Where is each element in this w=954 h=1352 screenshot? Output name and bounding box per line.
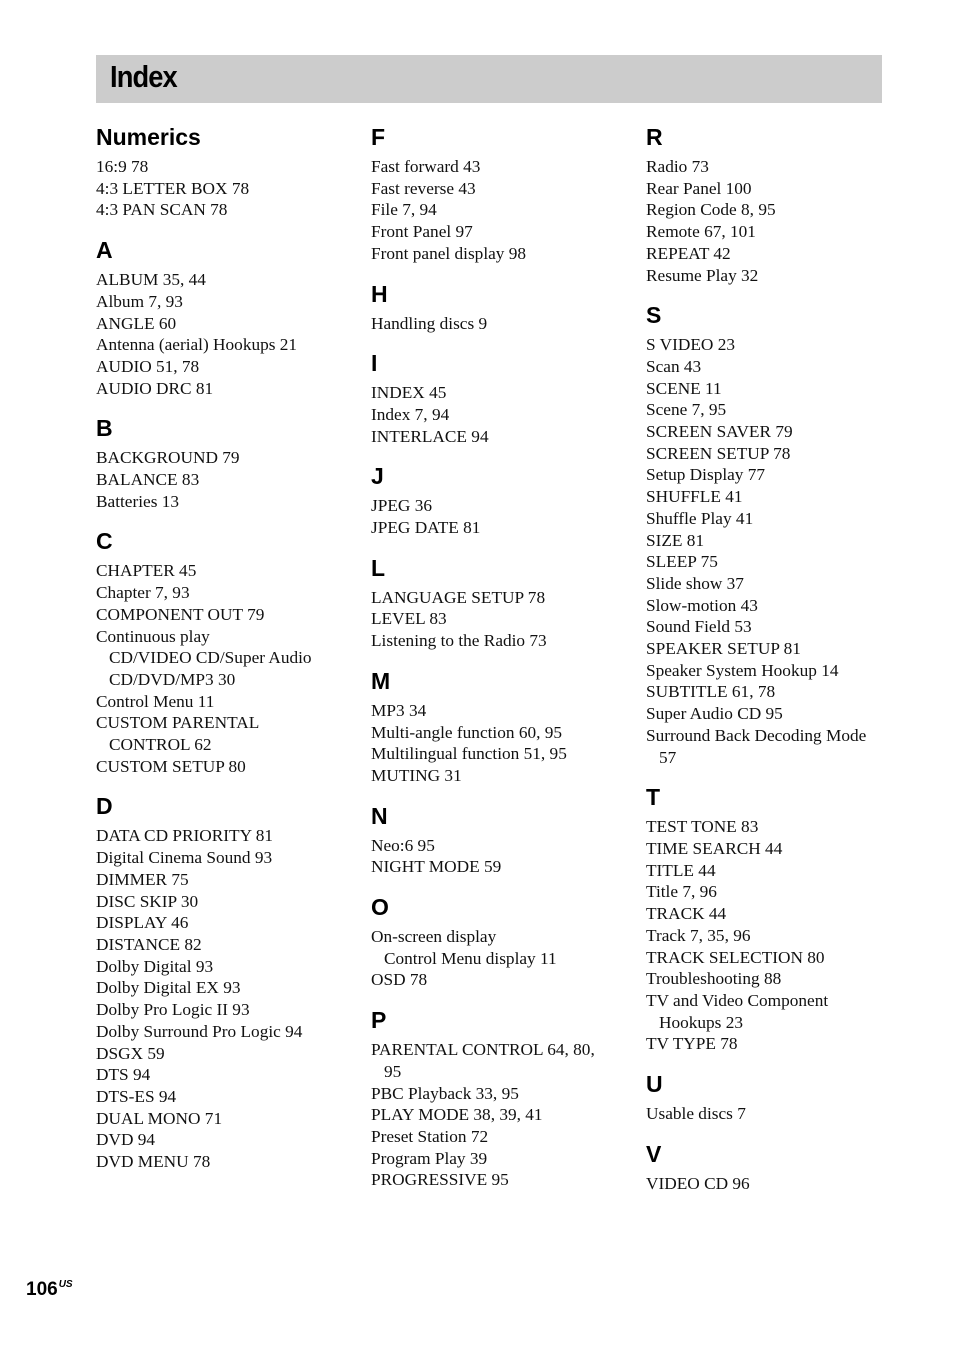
- index-entry: DSGX 59: [96, 1043, 165, 1063]
- index-entry: Fast reverse 43: [371, 178, 476, 198]
- index-entry: AUDIO DRC 81: [96, 378, 214, 398]
- index-entry: Speaker System Hookup 14: [646, 660, 839, 680]
- section-heading: S: [646, 302, 662, 329]
- section-heading: M: [371, 667, 391, 694]
- index-entry: TRACK SELECTION 80: [646, 947, 825, 967]
- section-heading: L: [371, 554, 386, 581]
- index-entry: Front Panel 97: [371, 222, 473, 242]
- section-heading: P: [371, 1007, 387, 1034]
- index-entry: SUBTITLE 61, 78: [646, 682, 776, 702]
- index-entry: Scene 7, 95: [646, 400, 727, 420]
- index-entry: DVD MENU 78: [96, 1152, 211, 1172]
- index-entry: Dolby Pro Logic II 93: [96, 1000, 250, 1020]
- index-section: [646, 300, 886, 768]
- index-entry-continuation: 95: [384, 1061, 402, 1081]
- index-section: [371, 553, 641, 652]
- section-heading: C: [96, 528, 113, 555]
- index-entry: Slide show 37: [646, 573, 744, 593]
- section-heading: V: [646, 1140, 662, 1167]
- index-entry: Shuffle Play 41: [646, 508, 754, 528]
- index-entry: 4:3 PAN SCAN 78: [96, 200, 228, 220]
- index-entry: DISPLAY 46: [96, 913, 189, 933]
- index-entry: Sound Field 53: [646, 617, 752, 637]
- index-entry: 4:3 LETTER BOX 78: [96, 178, 250, 198]
- index-section: [371, 666, 641, 787]
- index-entry: BACKGROUND 79: [96, 448, 240, 468]
- index-entry: DISC SKIP 30: [96, 891, 199, 911]
- section-heading: I: [371, 350, 378, 377]
- index-entry: Program Play 39: [371, 1148, 488, 1168]
- index-entry: File 7, 94: [371, 200, 437, 220]
- index-entry-continuation: CD/DVD/MP3 30: [109, 669, 236, 689]
- index-entry: OSD 78: [371, 970, 428, 990]
- index-entry: REPEAT 42: [646, 243, 731, 263]
- index-entry: JPEG DATE 81: [371, 518, 481, 538]
- index-entry: Surround Back Decoding Mode: [646, 725, 867, 745]
- index-entry: MP3 34: [371, 700, 427, 720]
- index-column-2: [371, 122, 641, 1205]
- index-entry: TITLE 44: [646, 860, 716, 880]
- index-section: [371, 122, 641, 265]
- index-entry: SPEAKER SETUP 81: [646, 639, 801, 659]
- index-section: [96, 413, 366, 512]
- section-heading: U: [646, 1071, 663, 1098]
- section-heading: H: [371, 280, 388, 307]
- index-section: [646, 122, 886, 286]
- index-entry-continuation: Control Menu display 11: [384, 948, 557, 968]
- section-heading: D: [96, 793, 113, 820]
- index-entry: BALANCE 83: [96, 470, 200, 490]
- index-entry: TEST TONE 83: [646, 817, 759, 837]
- index-entry: Scan 43: [646, 356, 702, 376]
- page-number-suffix: US: [58, 1279, 73, 1290]
- section-heading: B: [96, 415, 113, 442]
- index-entry: Digital Cinema Sound 93: [96, 848, 273, 868]
- index-entry: Region Code 8, 95: [646, 200, 776, 220]
- index-title-bar: [96, 55, 882, 103]
- index-section: [96, 526, 366, 777]
- index-entry: TRACK 44: [646, 904, 727, 924]
- index-entry: Track 7, 35, 96: [646, 925, 751, 945]
- index-entry: COMPONENT OUT 79: [96, 604, 265, 624]
- section-heading: Numerics: [96, 124, 201, 150]
- index-entry: CUSTOM SETUP 80: [96, 756, 246, 776]
- index-section: [371, 892, 641, 991]
- index-entry: PROGRESSIVE 95: [371, 1170, 509, 1190]
- index-column-3: [646, 122, 886, 1208]
- index-entry: Fast forward 43: [371, 157, 481, 176]
- index-entry: MUTING 31: [371, 765, 462, 785]
- index-entry: Super Audio CD 95: [646, 704, 783, 724]
- index-entry: PBC Playback 33, 95: [371, 1083, 519, 1103]
- index-entry: Index 7, 94: [371, 404, 450, 424]
- index-entry: Listening to the Radio 73: [371, 631, 547, 651]
- page-number-value: 106: [26, 1279, 58, 1300]
- index-entry: VIDEO CD 96: [646, 1173, 750, 1193]
- index-entry: Front panel display 98: [371, 243, 527, 263]
- index-entry: DUAL MONO 71: [96, 1108, 223, 1128]
- index-entry: DTS-ES 94: [96, 1086, 177, 1106]
- index-section: [96, 791, 366, 1172]
- index-entry: SCENE 11: [646, 378, 722, 398]
- index-section: [371, 279, 641, 335]
- index-section: [96, 122, 366, 221]
- index-entry: Control Menu 11: [96, 691, 215, 711]
- index-entry: ANGLE 60: [96, 313, 177, 333]
- index-entry: DIMMER 75: [96, 869, 189, 889]
- index-entry: Multilingual function 51, 95: [371, 744, 567, 764]
- index-entry: Setup Display 77: [646, 465, 766, 485]
- index-entry: DISTANCE 82: [96, 934, 202, 954]
- index-entry: SIZE 81: [646, 530, 705, 550]
- page-title: Index: [110, 59, 177, 94]
- index-section: [646, 782, 886, 1055]
- index-entry: Slow-motion 43: [646, 595, 758, 615]
- section-heading: O: [371, 894, 389, 921]
- index-column-1: [96, 122, 366, 1187]
- index-entry: CUSTOM PARENTAL: [96, 713, 260, 733]
- index-entry: Dolby Digital 93: [96, 956, 214, 976]
- section-heading: J: [371, 463, 384, 490]
- index-entry: LEVEL 83: [371, 609, 447, 629]
- index-entry: ALBUM 35, 44: [96, 270, 206, 290]
- index-entry-continuation: CONTROL 62: [109, 735, 212, 755]
- index-entry: CHAPTER 45: [96, 561, 197, 581]
- section-heading: A: [96, 237, 113, 264]
- index-entry: SHUFFLE 41: [646, 487, 743, 507]
- index-entry: Radio 73: [646, 157, 709, 176]
- index-entry: INTERLACE 94: [371, 426, 489, 446]
- section-heading: F: [371, 124, 386, 150]
- index-entry: Album 7, 93: [96, 291, 183, 311]
- index-entry: Chapter 7, 93: [96, 583, 190, 603]
- index-entry: NIGHT MODE 59: [371, 857, 502, 877]
- section-heading: T: [646, 784, 661, 811]
- index-section: [371, 348, 641, 447]
- index-section: [646, 1139, 886, 1195]
- index-entry: Batteries 13: [96, 491, 180, 511]
- index-entry: PLAY MODE 38, 39, 41: [371, 1105, 543, 1125]
- index-entry: Continuous play: [96, 626, 210, 646]
- index-entry-continuation: 57: [659, 747, 677, 767]
- index-entry: Rear Panel 100: [646, 178, 752, 198]
- index-section: [371, 1005, 641, 1191]
- index-entry: Usable discs 7: [646, 1104, 746, 1124]
- index-entry: Antenna (aerial) Hookups 21: [96, 335, 298, 355]
- index-entry: Title 7, 96: [646, 882, 717, 902]
- index-entry: JPEG 36: [371, 496, 432, 516]
- index-entry: Troubleshooting 88: [646, 969, 782, 989]
- index-entry: Dolby Digital EX 93: [96, 978, 241, 998]
- index-entry: On-screen display: [371, 927, 497, 947]
- index-entry-continuation: Hookups 23: [659, 1012, 744, 1032]
- index-section: [646, 1069, 886, 1125]
- page-number: [26, 1279, 73, 1301]
- index-entry: Neo:6 95: [371, 835, 435, 855]
- index-entry: TV TYPE 78: [646, 1034, 738, 1054]
- index-entry-continuation: CD/VIDEO CD/Super Audio: [109, 648, 312, 668]
- index-entry: Dolby Surround Pro Logic 94: [96, 1021, 303, 1041]
- index-entry: TV and Video Component: [646, 990, 829, 1010]
- index-section: [371, 801, 641, 878]
- index-entry: TIME SEARCH 44: [646, 838, 783, 858]
- index-entry: LANGUAGE SETUP 78: [371, 587, 546, 607]
- index-entry: PARENTAL CONTROL 64, 80,: [371, 1040, 595, 1060]
- index-entry: Preset Station 72: [371, 1126, 489, 1146]
- index-entry: INDEX 45: [371, 383, 447, 403]
- index-entry: SCREEN SAVER 79: [646, 422, 793, 442]
- index-entry: SCREEN SETUP 78: [646, 443, 791, 463]
- index-entry: DTS 94: [96, 1065, 151, 1085]
- index-entry: S VIDEO 23: [646, 335, 735, 355]
- index-section: [371, 461, 641, 538]
- index-section: [96, 235, 366, 399]
- index-entry: SLEEP 75: [646, 552, 718, 572]
- index-entry: AUDIO 51, 78: [96, 356, 200, 376]
- index-entry: Remote 67, 101: [646, 222, 756, 242]
- section-heading: R: [646, 124, 663, 150]
- index-entry: Handling discs 9: [371, 313, 488, 333]
- index-entry: Multi-angle function 60, 95: [371, 722, 563, 742]
- index-entry: DATA CD PRIORITY 81: [96, 826, 274, 846]
- index-entry: Resume Play 32: [646, 265, 759, 285]
- section-heading: N: [371, 802, 388, 829]
- index-entry: 16:9 78: [96, 157, 149, 176]
- index-entry: DVD 94: [96, 1130, 156, 1150]
